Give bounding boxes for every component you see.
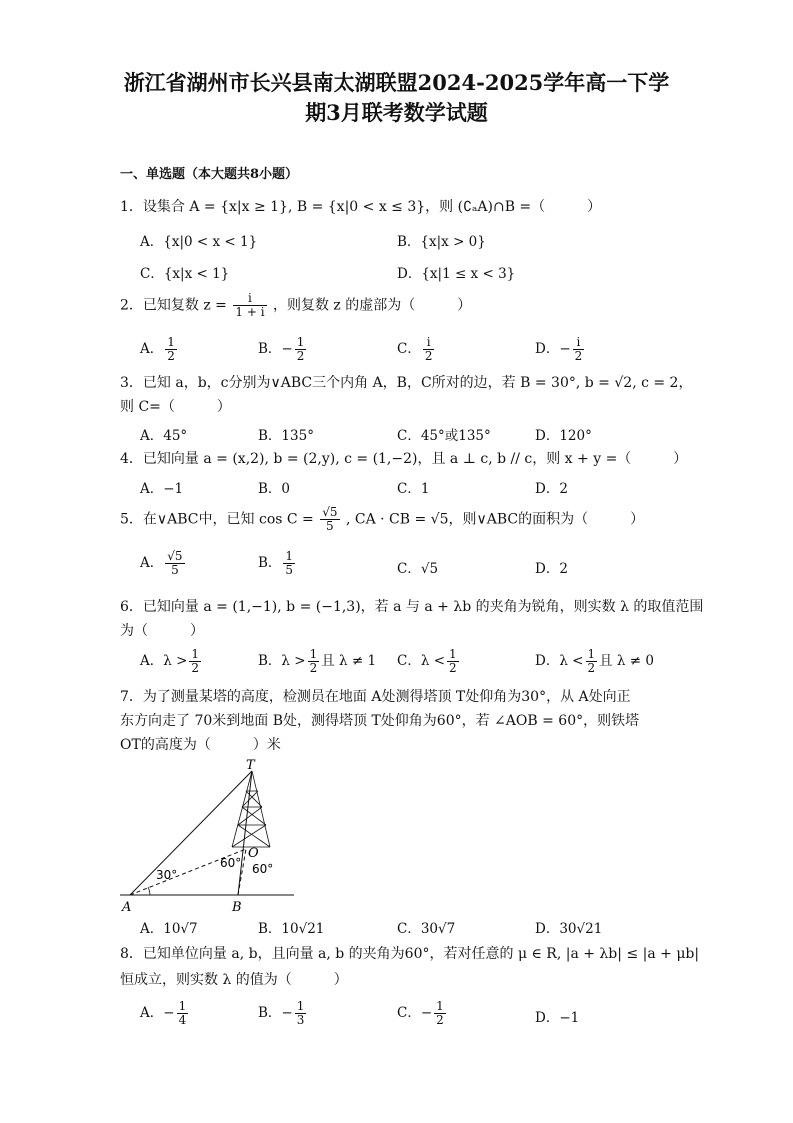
question-3-stem-line-1: 3．已知 a，b，c分别为∨ABC三个内角 A，B，C所对的边，若 B = 30°, b = √2, c = 2， <box>120 375 693 391</box>
question-3-option-d: D．120° <box>535 428 592 444</box>
angle-30: 30° <box>156 868 178 882</box>
question-3-stem-line-2: 则 C=（ ） <box>120 399 231 415</box>
question-8-option-d: D．−1 <box>535 1010 580 1026</box>
question-6-option-a: A．λ > $\frac{1}{2}$ <box>140 647 200 675</box>
question-2-stem-post: ，则复数 z 的虚部为（ ） <box>272 297 472 314</box>
angle-60-right: 60° <box>252 862 274 876</box>
question-1-stem: 1．设集合 A = {x|x ≥ 1}, B = {x|0 < x ≤ 3}，则 (∁ₐA)∩B =（ ） <box>120 199 602 215</box>
question-5-option-b: B． $\frac{1}{5}$ <box>258 549 294 577</box>
angle-60-left: 60° <box>220 856 242 870</box>
question-2-option-a: A． $\frac{1}{2}$ <box>140 335 175 363</box>
question-4-stem: 4．已知向量 a = (x,2), b = (2,y), c = (1,−2)，且 a ⊥ c, b // c，则 x + y =（ ） <box>120 451 688 467</box>
question-2-option-b: B．− $\frac{1}{2}$ <box>258 335 305 363</box>
question-5-option-d: D．2 <box>535 561 568 577</box>
question-7-option-b: B．10√21 <box>258 921 325 937</box>
paper-title-line-2: 期3月联考数学试题 <box>305 100 488 125</box>
question-4-option-c: C．1 <box>397 481 430 497</box>
question-6-stem-line-1: 6．已知向量 a = (1,−1), b = (−1,3)，若 a 与 a + λb 的夹角为锐角，则实数 λ 的取值范围 <box>120 599 704 615</box>
question-6-option-d: D．λ < $\frac{1}{2}$ 且 λ ≠ 0 <box>535 647 654 675</box>
question-8-option-a: A．− $\frac{1}{4}$ <box>140 999 187 1027</box>
question-3-option-c: C．45°或135° <box>397 428 491 444</box>
label-t: T <box>246 758 255 773</box>
question-6-stem-line-2: 为（ ） <box>120 623 204 639</box>
question-7-option-a: A．10√7 <box>140 921 198 937</box>
question-8-option-c: C．− $\frac{1}{2}$ <box>397 999 444 1027</box>
question-8-option-b: B．− $\frac{1}{3}$ <box>258 999 305 1027</box>
question-5-option-c: C．√5 <box>397 561 439 577</box>
question-4-option-d: D．2 <box>535 481 568 497</box>
question-5-fraction: $\frac{√5}{5}$ <box>322 505 338 533</box>
question-7-stem-line-3: OT的高度为（ ）米 <box>120 737 281 753</box>
question-4-option-b: B．0 <box>258 481 291 497</box>
question-5-option-a: A． $\frac{√5}{5}$ <box>140 549 183 577</box>
question-1-option-d: D．{x|1 ≤ x < 3} <box>397 266 516 282</box>
tower-diagram <box>118 755 298 913</box>
paper-title-line-1: 浙江省湖州市长兴县南太湖联盟2024-2025学年高一下学 <box>123 70 670 95</box>
question-5-stem: 5．在∨ABC中，已知 cos C = $\frac{√5}{5}$ , CA · CB = √5，则∨ABC的面积为（ ） <box>120 505 645 533</box>
question-2-fraction: $\frac{i}{1 + i}$ <box>235 291 265 319</box>
question-3-option-a: A．45° <box>140 428 188 444</box>
question-2-option-d: D．− $\frac{i}{2}$ <box>535 335 583 363</box>
question-6-option-b: B．λ > $\frac{1}{2}$ 且 λ ≠ 1 <box>258 647 377 675</box>
question-1-option-a: A．{x|0 < x < 1} <box>140 234 258 250</box>
question-7-option-d: D．30√21 <box>535 921 603 937</box>
question-3-option-b: B．135° <box>258 428 314 444</box>
label-a: A <box>122 900 132 913</box>
question-8-stem-line-2: 恒成立，则实数 λ 的值为（ ） <box>120 972 348 988</box>
question-2-stem <box>120 292 471 319</box>
question-8-stem-line-1: 8．已知单位向量 a, b，且向量 a, b 的夹角为60°，若对任意的 μ ∈ R, |a + λb| ≤ |a + μb| <box>120 946 700 962</box>
question-6-option-c: C．λ < $\frac{1}{2}$ <box>397 647 457 675</box>
label-b: B <box>232 900 242 913</box>
section-heading: 一、单选题（本大题共8小题） <box>120 167 299 182</box>
question-2-option-c: C． $\frac{i}{2}$ <box>397 335 433 363</box>
question-1-option-c: C．{x|x < 1} <box>140 266 230 282</box>
question-7-stem-line-1: 7．为了测量某塔的高度，检测员在地面 A处测得塔顶 T处仰角为30°，从 A处向正 <box>120 689 631 705</box>
label-o: O <box>248 846 259 861</box>
question-7-stem-line-2: 东方向走了 70米到地面 B处，测得塔顶 T处仰角为60°，若 ∠AOB = 60°，则铁塔 <box>120 713 640 729</box>
question-7-option-c: C．30√7 <box>397 921 456 937</box>
question-1-option-b: B．{x|x > 0} <box>397 234 486 250</box>
question-4-option-a: A．−1 <box>140 481 184 497</box>
question-2-stem-pre: 2．已知复数 z = <box>120 297 227 314</box>
